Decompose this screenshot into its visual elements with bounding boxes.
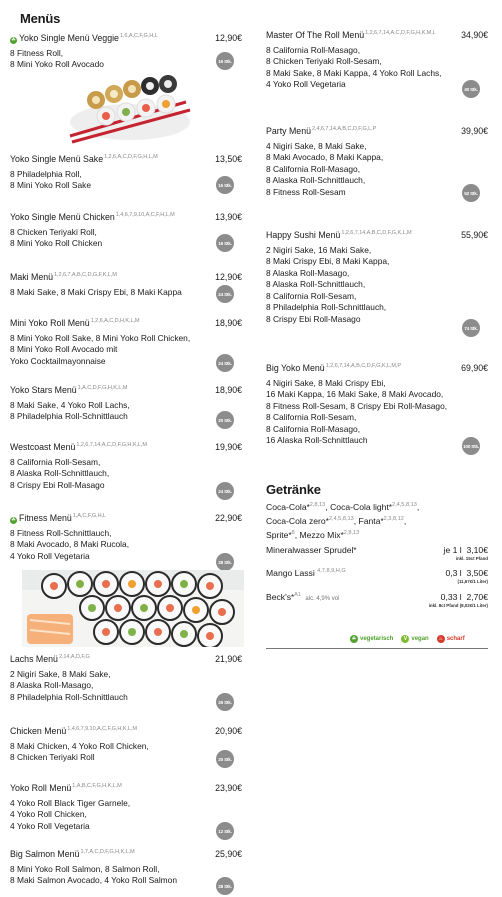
- menu-item-description-line: 8 Alaska Roll-Masago,: [10, 680, 94, 691]
- menu-item-description-line: 8 California Roll-Sesam,: [266, 412, 357, 423]
- menu-item-description-line: 8 Mini Yoko Roll Chicken: [10, 238, 103, 249]
- piece-count-badge: 16 Stk.: [216, 176, 234, 194]
- menu-item: [10, 316, 242, 367]
- menu-item-description-line: 8 California Roll-Masago,: [266, 163, 361, 174]
- menu-item-description: [10, 528, 242, 563]
- menu-item-header: [266, 361, 488, 375]
- menu-item-description: [266, 378, 488, 448]
- menu-item-name: Master Of The Roll Menü: [266, 29, 365, 40]
- menu-item-allergens: 2,14,A,D,F,G: [58, 654, 90, 660]
- menu-item-allergens: 1,2,6,7,14,A,B,C,D,F,G,K,L,M: [341, 230, 412, 236]
- legend-vegan: V vegan: [401, 635, 428, 643]
- menu-item-allergens: 1,7,A,C,D,F,G,H,K,L,M: [80, 849, 135, 855]
- menu-item-name: Yoko Single Menü Veggie: [19, 32, 119, 43]
- menu-item-allergens: 1,A,C,F,G,H,L: [72, 513, 107, 519]
- legend-hot: ♨ scharf: [438, 636, 465, 642]
- menu-item-description-line: 8 Alaska Roll-Schnittlauch,: [10, 468, 110, 479]
- menu-item-name-wrap: [10, 31, 158, 45]
- menu-item-description-line: 8 Chicken Teriyaki Roll,: [10, 226, 97, 237]
- drink-lassi: Mango Lassi: [266, 568, 315, 578]
- menu-item-price: 21,90€: [215, 653, 242, 664]
- menu-item-description-line: 8 Chicken Teriyaki Roll: [10, 752, 95, 763]
- menu-item-description-line: 8 Fitness Roll,: [10, 47, 64, 58]
- menu-item-name-wrap: [266, 228, 412, 242]
- menu-item-allergens: 1,A,B,C,F,G,H,K,L,M: [72, 783, 122, 789]
- menu-item-name-wrap: [266, 28, 436, 42]
- drink-fanta: Fanta: [358, 516, 381, 526]
- menu-item-description-line: 4 Yoko Roll Chicken,: [10, 809, 87, 820]
- piece-count-badge: 26 Stk.: [216, 693, 234, 711]
- vegetarian-icon: ☘: [11, 36, 16, 43]
- menu-item-description: [10, 287, 242, 299]
- menu-item-description-line: 4 Yoko Roll Vegetaria: [10, 550, 90, 561]
- menu-item-description: [10, 48, 242, 71]
- drinks-title: Getränke: [266, 482, 321, 497]
- menu-item-name: Lachs Menü: [10, 653, 58, 664]
- piece-count-badge: 100 Stk.: [462, 437, 480, 455]
- piece-count-badge: 20 Stk.: [216, 750, 234, 768]
- menu-item-allergens: 1,2,6,7,14,A,C,D,F,G,H,K,M,L: [365, 30, 436, 36]
- menu-item-allergens: 1,2,6,7,A,B,C,D,G,F,K,L,M: [54, 272, 117, 278]
- piece-count-badge: 20 Stk.: [216, 411, 234, 429]
- menu-item-description-line: 4 Yoko Roll Vegetaria: [266, 79, 346, 90]
- piece-count-badge: 16 Stk.: [216, 52, 234, 70]
- drink-cola-zero: Coca-Cola zero: [266, 516, 326, 526]
- menu-item-description-line: 4 Nigiri Sake, 8 Maki Crispy Ebi,: [266, 377, 386, 388]
- menu-item-description-line: 8 Crispy Ebi Roll-Masago: [10, 479, 105, 490]
- piece-count-badge: 40 Stk.: [462, 80, 480, 98]
- menu-item-allergens: 1,4,6,7,9,10,A,C,F,H,L,M: [115, 212, 175, 218]
- piece-count-badge: 16 Stk.: [216, 234, 234, 252]
- menu-item-name-wrap: [10, 210, 175, 224]
- menu-item-header: [266, 124, 488, 138]
- menu-item-description-line: 4 Yoko Roll Vegetaria: [10, 820, 90, 831]
- menu-item-name: Westcoast Menü: [10, 441, 76, 452]
- menu-item-description: [10, 227, 242, 250]
- menu-item-name: Fitness Menü: [19, 512, 72, 523]
- menu-item: [10, 511, 242, 562]
- menu-item-price: 55,90€: [461, 229, 488, 240]
- menu-item-name: Yoko Stars Menü: [10, 384, 77, 395]
- drink-becks-alcohol: alc. 4,9% vol: [305, 596, 340, 602]
- menu-item-description-line: 8 Philadelphia Roll-Schnittlauch: [10, 411, 128, 422]
- menu-item: [10, 440, 242, 491]
- menu-item-description-line: 8 Alaska Roll-Schnittlauch,: [266, 279, 366, 290]
- piece-count-badge: 28 Stk.: [216, 877, 234, 895]
- menu-item-header: [10, 652, 242, 666]
- drink-becks: Beck's: [266, 592, 292, 602]
- menu-item-description-line: 8 Maki Sake, 8 Maki Kappa, 4 Yoko Roll Lachs,: [266, 67, 442, 78]
- drink-row-becks: Beck's*$^{A1}$ alc. 4,9% vol 0,33 l 2,70€ inkl. 8ct Pfand (8,02€/1 Liter): [266, 592, 488, 608]
- menu-item-name: Yoko Single Menü Chicken: [10, 211, 115, 222]
- drink-mezzo: Mezzo Mix: [299, 530, 341, 540]
- drink-cola-light: Coca-Cola light: [330, 502, 389, 512]
- legend-vegetarian: ☘ vegetarisch: [351, 636, 394, 642]
- vegetarian-icon: ☘: [351, 636, 357, 642]
- drink-row-lassi: Mango Lassi $^{4,7,8,9,H,G}$ 0,3 l 3,50€ (11,67€/1 Liter): [266, 568, 488, 584]
- drink-becks-note: inkl. 8ct Pfand (8,02€/1 Liter): [428, 603, 488, 608]
- menu-item-description-line: 8 Mini Yoko Roll Sake, 8 Mini Yoko Roll Chicken,: [10, 332, 191, 343]
- menu-item-price: 34,90€: [461, 29, 488, 40]
- menu-item-description-line: 8 Mini Yoko Roll Avocado mit: [10, 344, 118, 355]
- menu-item-description: [266, 45, 488, 91]
- menu-item-name-wrap: [10, 847, 135, 861]
- menu-item-header: [10, 847, 242, 861]
- menu-item-header: [10, 316, 242, 330]
- drink-lassi-price: 0,3 l 3,50€: [445, 568, 488, 578]
- menu-item-description-line: 8 Fitness Roll-Sesam, 8 Crispy Ebi Roll-Masago,: [266, 400, 448, 411]
- menu-item-price: 18,90€: [215, 384, 242, 395]
- menu-item-description: [10, 400, 242, 423]
- piece-count-badge: 24 Stk.: [216, 354, 234, 372]
- vegetarian-icon: ☘: [11, 516, 16, 523]
- menu-item: [10, 31, 242, 71]
- menu-item-description-line: 16 Alaska Roll-Schnittlauch: [266, 435, 368, 446]
- menu-item-description-line: 8 California Roll-Sesam,: [10, 456, 101, 467]
- menu-item-name-wrap: [266, 124, 376, 138]
- menu-item-name-wrap: [10, 270, 117, 284]
- drink-sprite: Sprite: [266, 530, 289, 540]
- menu-item-name: Yoko Single Menü Sake: [10, 153, 104, 164]
- menu-item-price: 12,90€: [215, 271, 242, 282]
- menu-item: [266, 361, 488, 447]
- menu-item: [266, 124, 488, 198]
- menu-item-description: [10, 169, 242, 192]
- menu-item-description-line: 4 Yoko Roll Black Tiger Garnele,: [10, 797, 131, 808]
- drink-becks-price: 0,33 l 2,70€: [440, 592, 488, 602]
- menu-item-price: 69,90€: [461, 362, 488, 373]
- menu-item-price: 22,90€: [215, 512, 242, 523]
- menu-item-description-line: 8 Maki Chicken, 4 Yoko Roll Chicken,: [10, 740, 149, 751]
- menu-item-allergens: 1,6,A,C,F,G,H,L: [119, 33, 158, 39]
- piece-count-badge: 52 Stk.: [462, 184, 480, 202]
- menu-item-description: [10, 669, 242, 704]
- menu-item-allergens: 1,2,6,A,C,D,F,G,H,L,M: [104, 154, 158, 160]
- drink-row-zero: Coca-Cola zero*$^{2,4,5,8,13}$, Fanta*$^{2,3,8,12}$,: [266, 516, 407, 526]
- menu-item-name: Chicken Menü: [10, 725, 67, 736]
- menu-item-name-wrap: [10, 652, 90, 666]
- menu-item-name: Big Yoko Menü: [266, 362, 325, 373]
- menu-item-description-line: 8 Philadelphia Roll-Schnittlauch,: [266, 302, 387, 313]
- menu-item-description-line: 16 Maki Kappa, 16 Maki Sake, 8 Maki Avocado,: [266, 389, 444, 400]
- drink-row-cola: Coca-Cola*$^{2,8,13}$, Coca-Cola light*$^{2,4,5,8,13}$,: [266, 502, 420, 512]
- menu-item-description-line: 8 Philadelphia Roll-Schnittlauch: [10, 691, 128, 702]
- menu-item-description: [10, 457, 242, 492]
- menu-item: [266, 28, 488, 91]
- menu-item-price: 18,90€: [215, 317, 242, 328]
- menu-item-description-line: 8 Chicken Teriyaki Roll-Sesam,: [266, 56, 382, 67]
- menu-item: [10, 270, 242, 298]
- menu-item-description-line: 8 Mini Yoko Roll Avocado: [10, 59, 104, 70]
- menu-item-name: Maki Menü: [10, 271, 54, 282]
- piece-count-badge: 28 Stk.: [216, 553, 234, 571]
- menu-item-description: [10, 333, 242, 368]
- menu-item: [10, 383, 242, 423]
- hot-chili-icon: ♨: [438, 636, 443, 642]
- legend-divider: [266, 648, 488, 649]
- menu-item-price: 25,90€: [215, 848, 242, 859]
- menu-item-description: [266, 141, 488, 199]
- menu-item-description-line: 8 California Roll-Sesam,: [266, 290, 357, 301]
- menu-item-description-line: 2 Nigiri Sake, 16 Maki Sake,: [266, 244, 372, 255]
- menu-item-header: [266, 228, 488, 242]
- menu-item-name-wrap: [10, 511, 106, 525]
- menu-item-description-line: 8 Fitness Roll-Sesam: [266, 186, 346, 197]
- menu-item-description-line: 8 California Roll-Masago,: [266, 423, 361, 434]
- menu-item-price: 13,50€: [215, 153, 242, 164]
- vegan-icon: V: [401, 635, 409, 643]
- menu-item-header: [10, 511, 242, 525]
- menu-item-header: [10, 781, 242, 795]
- menu-item-description-line: 8 Fitness Roll-Schnittlauch,: [10, 527, 112, 538]
- menu-item-description-line: 8 Philadelphia Roll,: [10, 168, 82, 179]
- piece-count-badge: 24 Stk.: [216, 285, 234, 303]
- menu-item-price: 13,90€: [215, 211, 242, 222]
- menu-item: [10, 781, 242, 832]
- menu-item-description-line: 8 Alaska Roll-Schnittlauch,: [266, 175, 366, 186]
- menu-item-name-wrap: [266, 361, 401, 375]
- menu-item-price: 23,90€: [215, 782, 242, 793]
- menu-item: [10, 652, 242, 703]
- menu-item-name-wrap: [10, 383, 127, 397]
- menu-item-header: [10, 152, 242, 166]
- menu-item-description: [10, 741, 242, 764]
- sushi-photo-bottom: [22, 570, 244, 647]
- menu-item: [10, 847, 242, 887]
- menu-item-name: Party Menü: [266, 125, 311, 136]
- menu-item-description-line: 8 Maki Salmon Avocado, 4 Yoko Roll Salmon: [10, 875, 177, 886]
- menu-item-allergens: 1,4,6,7,9,10,A,C,F,G,H,K,L,M: [67, 726, 137, 732]
- menu-item-price: 20,90€: [215, 725, 242, 736]
- menu-item: [10, 152, 242, 192]
- drink-water: Mineralwasser Sprudel: [266, 545, 354, 555]
- menu-item-allergens: 1,2,6,7,14,A,C,D,F,G,H,K,L,M: [76, 442, 147, 448]
- menu-item: [10, 210, 242, 250]
- menu-item-header: [10, 724, 242, 738]
- menus-title: Menüs: [20, 11, 61, 26]
- menu-item-description: [10, 798, 242, 833]
- menu-item-description-line: 8 Maki Avocado, 8 Maki Rucola,: [10, 539, 130, 550]
- menu-item-name: Yoko Roll Menü: [10, 782, 72, 793]
- menu-item-description-line: 8 Maki Sake, 4 Yoko Roll Lachs,: [10, 399, 130, 410]
- menu-item-description-line: 8 Mini Yoko Roll Sake: [10, 180, 92, 191]
- menu-item-allergens: 1,A,C,D,F,G,H,K,L,M: [77, 385, 128, 391]
- menu-item: [10, 724, 242, 764]
- drink-row-water: Mineralwasser Sprudel* je 1 l 3,10€ inkl. 15ct Pfand: [266, 545, 488, 561]
- drink-water-price: je 1 l 3,10€: [443, 545, 488, 555]
- menu-item-description-line: 8 Maki Sake, 8 Maki Crispy Ebi, 8 Maki Kappa: [10, 286, 182, 297]
- menu-item-header: [10, 270, 242, 284]
- menu-item-description: [266, 245, 488, 326]
- menu-item-description-line: 8 Crispy Ebi Roll-Masago: [266, 314, 361, 325]
- menu-item-price: 19,90€: [215, 441, 242, 452]
- sushi-photo-top: [68, 72, 192, 144]
- menu-item-name-wrap: [10, 724, 137, 738]
- drink-water-note: inkl. 15ct Pfand: [455, 556, 488, 561]
- menu-item-name-wrap: [10, 152, 158, 166]
- menu-item-name-wrap: [10, 316, 140, 330]
- menu-item-price: 39,90€: [461, 125, 488, 136]
- menu-item-header: [10, 383, 242, 397]
- drink-cola: Coca-Cola: [266, 502, 307, 512]
- menu-item-header: [10, 440, 242, 454]
- menu-item-description-line: 8 Alaska Roll-Masago,: [266, 267, 350, 278]
- piece-count-badge: 74 Stk.: [462, 319, 480, 337]
- drink-row-sprite: Sprite*$^8$, Mezzo Mix*$^{2,8,13}$: [266, 530, 360, 540]
- menu-item-allergens: 2,4,6,7,14,A,B,C,D,F,G,L,P: [311, 126, 377, 132]
- menu-item-name-wrap: [10, 440, 147, 454]
- menu-item-description-line: 4 Nigiri Sake, 8 Maki Sake,: [266, 140, 367, 151]
- menu-item-description-line: 2 Nigiri Sake, 8 Maki Sake,: [10, 668, 111, 679]
- menu-item-name: Mini Yoko Roll Menü: [10, 317, 90, 328]
- menu-item-allergens: 1,2,6,7,14,A,B,C,D,F,G,K,L,M,P: [325, 363, 402, 369]
- menu-item-name: Big Salmon Menü: [10, 848, 80, 859]
- menu-item-description-line: 8 California Roll-Masago,: [266, 44, 361, 55]
- drink-lassi-note: (11,67€/1 Liter): [457, 579, 488, 584]
- menu-item-allergens: 1,2,6,A,C,D,H,K,L,M: [90, 318, 140, 324]
- menu-item-header: [266, 28, 488, 42]
- menu-item-name: Happy Sushi Menü: [266, 229, 341, 240]
- menu-item-description-line: 8 Maki Avocado, 8 Maki Kappa,: [266, 152, 384, 163]
- menu-item-description-line: 8 Mini Yoko Roll Salmon, 8 Salmon Roll,: [10, 863, 160, 874]
- menu-item-name-wrap: [10, 781, 122, 795]
- menu-item: [266, 228, 488, 326]
- menu-item-header: [10, 210, 242, 224]
- menu-item-description: [10, 864, 242, 887]
- piece-count-badge: 12 Stk.: [216, 822, 234, 840]
- menu-item-description-line: Yoko Cocktailmayonnaise: [10, 355, 106, 366]
- menu-item-description-line: 8 Maki Crispy Ebi, 8 Maki Kappa,: [266, 256, 390, 267]
- menu-item-header: [10, 31, 242, 45]
- legend: [350, 635, 465, 643]
- menu-item-price: 12,90€: [215, 32, 242, 43]
- piece-count-badge: 24 Stk.: [216, 482, 234, 500]
